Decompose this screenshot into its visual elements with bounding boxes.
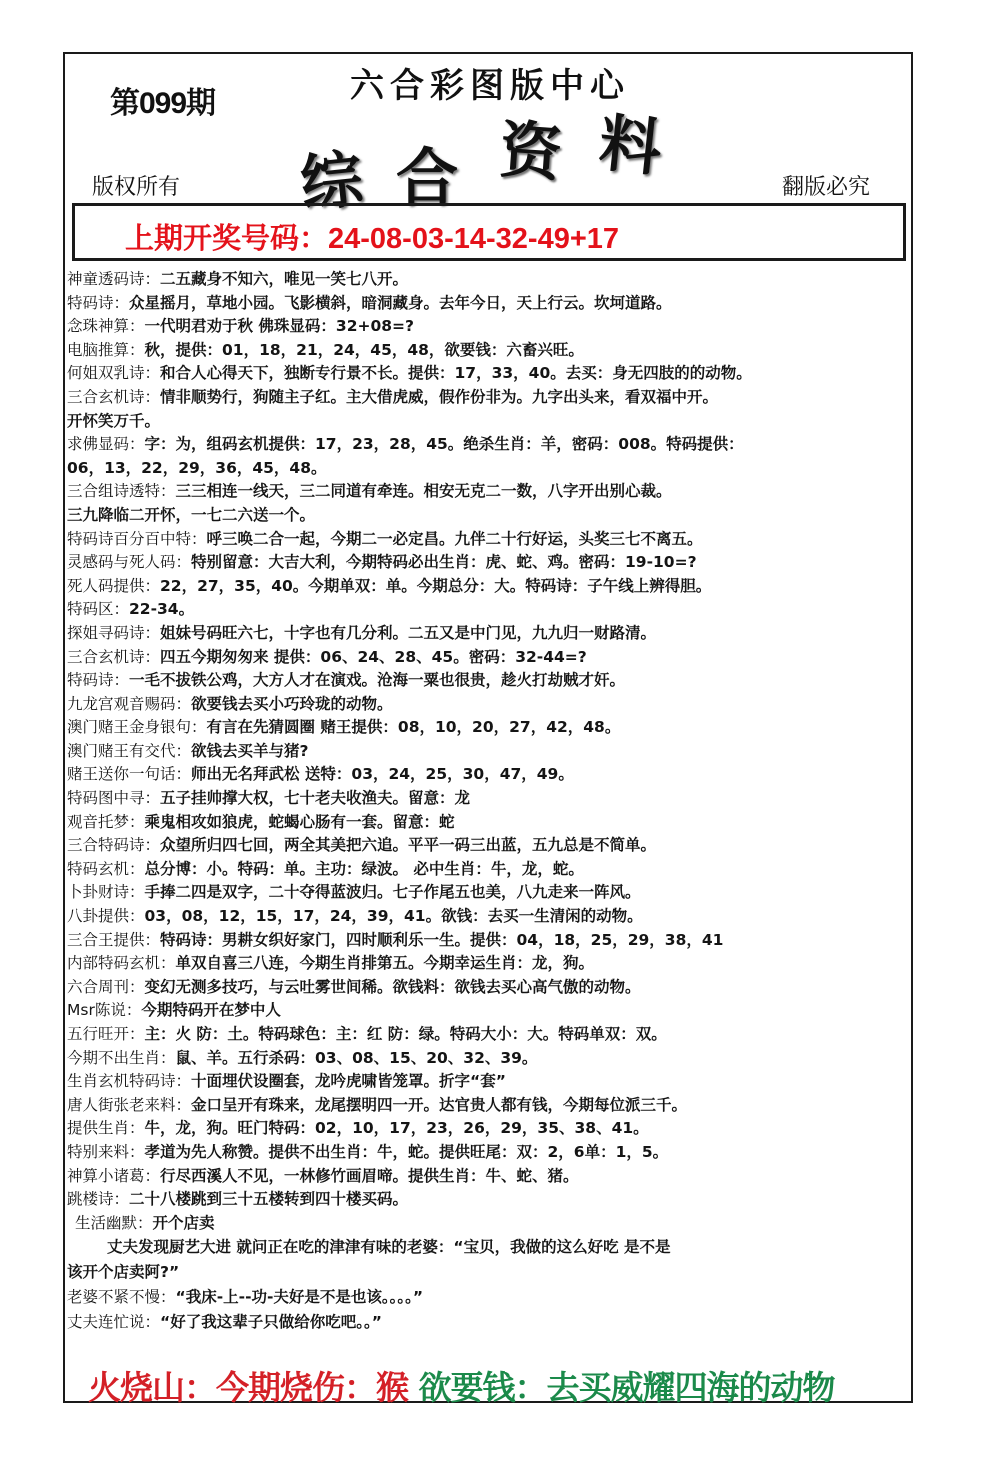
content-line [67,952,912,976]
content-line [67,339,912,363]
content-line [67,433,912,457]
content-line [67,740,912,764]
content-line [67,622,912,646]
content-line [67,480,912,504]
content-line [67,268,912,292]
content-line [67,716,912,740]
line-label: 卜卦财诗： [67,883,145,902]
content-line [67,362,912,386]
main-title-char: 资 [497,112,565,191]
line-label: 探姐寻码诗： [67,623,161,642]
joke-title-text: 开个店卖 [152,1213,215,1232]
line-label: 三合玄机诗： [67,647,161,666]
line-text: 二五藏身不知六，唯见一笑七八开。 [160,270,409,288]
line-label: 死人码提供： [67,576,161,595]
line-label: 何姐双乳诗： [67,364,161,383]
line-label: Msr陈说： [67,1001,142,1020]
line-label: 澳门赌王有交代： [67,741,192,760]
line-label: 神算小诸葛： [67,1166,161,1185]
footer-banner [88,1362,835,1409]
content-line [67,1070,912,1094]
content-line [67,575,912,599]
content-line [67,1165,912,1189]
main-title-char: 综 [296,141,367,222]
line-label: 三合特码诗： [67,836,161,855]
line-text: 情非顺势行，狗随主子红。主大借虎威，假作份非为。九字出头来，看双福中开。 [160,387,719,406]
content-line [67,598,912,622]
line-text: 特码诗：男耕女织好家门，四时顺利乐一生。提供：04，18，25，29，38，41 [160,930,724,949]
line-text: 22，27，35，40。今期单双：单。今期总分：大。特码诗：子午线上辨得胆。 [160,576,712,595]
content-line [67,787,912,811]
content-line [67,504,912,528]
line-label: 电脑推算： [67,340,145,359]
line-text: 师出无名拜武松 送特：03，24，25，30，47，49。 [191,765,574,784]
line-text: 孝道为先人称赞。提供不出生肖：牛，蛇。提供旺尾：双：2，6单：1，5。 [144,1142,669,1161]
line-label: 跳楼诗： [67,1190,130,1209]
content-line [67,1094,912,1118]
content-line [67,410,912,434]
line-text: 06，13，22，29，36，45，48。 [67,458,327,477]
issue-number: 第099期 [110,87,216,120]
line-label: 澳门赌王金身银句： [67,718,207,737]
line-label: 神童透码诗： [67,270,161,288]
content-line [67,315,912,339]
line-text: 欲钱去买羊与猪? [191,741,309,760]
line-text: 二十八楼跳到三十五楼转到四十楼买码。 [129,1190,409,1209]
line-text: 众星摇月，草地小园。飞影横斜，暗洞藏身。去年今日，天上行云。坎坷道路。 [129,293,672,312]
line-text: 五子挂帅撑大权，七十老夫收渔夫。留意：龙 [160,789,471,808]
joke-line [67,1310,912,1335]
content-line [67,1117,912,1141]
content-line [67,693,912,717]
last-result [125,216,619,257]
line-text: 一毛不拔铁公鸡，大方人才在演戏。沧海一粟也很贵，趁火打劫贼才奸。 [129,671,626,690]
line-text: 和合人心得天下，独断专行景不长。提供：17，33，40。去买：身无四肢的的动物。 [160,364,752,383]
content-line [67,292,912,316]
content-line [67,929,912,953]
line-text: 总分博：小。特码：单。主功：绿波。 必中生肖：牛，龙，蛇。 [144,859,584,878]
line-text: 一代明君劝于秋 佛珠显码：32+08=? [144,317,415,336]
main-title [296,105,720,222]
line-text: 姐妹号码旺六七，十字也有几分利。二五又是中门见，九九归一财路清。 [160,623,657,642]
content-line [67,811,912,835]
joke-paragraph [67,1260,912,1285]
joke-line [67,1285,912,1310]
line-text: 三九降临二开怀，一七二六送一个。 [67,505,316,524]
content-line [67,976,912,1000]
main-title-char: 合 [396,141,459,214]
content-line [67,905,912,929]
content-line [67,1047,912,1071]
line-label: 提供生肖： [67,1119,145,1138]
line-label: 三合组诗透特： [67,482,176,501]
content-line [67,1023,912,1047]
line-label: 八卦提供： [67,907,145,926]
line-text: 四五今期匆匆来 提供：06、24、28、45。密码：32-44=? [160,647,587,666]
content-line [67,457,912,481]
line-text: 欲要钱去买小巧玲珑的动物。 [191,694,393,713]
copyright-left: 版权所有 [92,175,181,200]
content-line [67,881,912,905]
line-text: 乘鬼相攻如狼虎，蛇蝎心肠有一套。留意：蛇 [144,812,455,831]
line-text: 开怀笑万千。 [67,411,161,430]
line-text: 众望所归四七回，两全其美把六追。平平一码三出蓝，五九总是不简单。 [160,836,657,855]
line-label: 特码诗百分百中特： [67,529,207,548]
line-label: 特码诗： [67,671,130,690]
line-label: 内部特码玄机： [67,954,176,973]
line-text: 主：火 防：土。特码球色：主：红 防：绿。特码大小：大。特码单双：双。 [144,1025,667,1043]
line-label: 念珠神算： [67,317,145,336]
line-text: 秋，提供：01，18，21，24，45，48，欲要钱：六畜兴旺。 [144,340,584,359]
line-label: 求佛显码： [67,435,145,454]
line-label: 九龙宫观音赐码： [67,694,192,713]
line-label: 特码区： [67,600,130,619]
content-lines [67,268,912,1335]
line-text: 03，08，12，15，17，24，39，41。欲钱：去买一生清闲的动物。 [144,907,643,926]
line-label: 生肖玄机特码诗： [67,1072,192,1091]
line-label: 赌王送你一句话： [67,765,192,784]
content-line [67,669,912,693]
last-result-box [72,203,906,261]
line-text: 十面埋伏设圈套，龙吟虎啸皆笼罩。折字“套” [191,1072,506,1091]
line-text: 今期特码开在梦中人 [141,1001,281,1020]
line-text: 三三相连一线天，三二同道有牵连。相安无克二一数，八字开出别心裁。 [175,482,672,501]
line-text: 鼠、羊。五行杀码：03、08、15、20、32、39。 [175,1048,538,1067]
footer-red-text: 火烧山：今期烧伤：猴 [88,1368,408,1407]
content-line [67,858,912,882]
content-line [67,1188,912,1212]
line-label: 灵感码与死人码： [67,553,192,572]
content-line [67,1141,912,1165]
line-text: 22-34。 [129,600,195,619]
line-label: 五行旺开： [67,1025,145,1043]
content-line [67,763,912,787]
joke-title-text: 生活幽默： [75,1213,153,1232]
line-text: 牛，龙，狗。旺门特码：02，10，17，23，26，29，35、38、41。 [144,1119,649,1138]
content-line [67,528,912,552]
line-label: 三合王提供： [67,930,161,949]
joke-line-text: “好了我这辈子只做给你吃吧。。” [160,1313,382,1332]
line-label: 今期不出生肖： [67,1048,176,1067]
publisher-title: 六合彩图版中心 [350,66,630,106]
line-text: 金口呈开有珠来，龙尾摆明四一开。达官贵人都有钱，今期每位派三千。 [191,1095,688,1114]
content-line [67,999,912,1023]
last-result-label: 上期开奖号码： [125,223,329,255]
joke-paragraph-text: 该开个店卖阿?” [67,1263,180,1282]
line-label: 特码玄机： [67,859,145,878]
copyright-right: 翻版必究 [782,175,871,200]
line-label: 观音托梦： [67,812,145,831]
joke-paragraph [67,1235,912,1260]
joke-line-text: “我床-上--功-夫好是不是也该。。。。” [175,1288,424,1307]
line-label: 三合玄机诗： [67,387,161,406]
line-text: 有言在先猜圆圈 赌王提供：08，10，20，27，42，48。 [206,718,621,737]
line-label: 特码图中寻： [67,789,161,808]
line-text: 呼三唤二合一起，今期二一必定昌。九伴二十行好运，头奖三七不离五。 [206,529,703,548]
line-label: 六合周刊： [67,977,145,996]
joke-title [67,1212,912,1236]
main-title-char: 料 [595,105,666,186]
line-label: 特码诗： [67,293,130,312]
footer-green-text: 欲要钱：去买威耀四海的动物 [408,1368,835,1407]
line-text: 手捧二四是双字，二十夺得蓝波归。七子作尾五也美，八九走来一阵风。 [144,883,641,902]
content-line [67,834,912,858]
line-text: 变幻无测多技巧，与云吐雾世间稀。欲钱料：欲钱去买心高气傲的动物。 [144,977,641,996]
joke-line-text: 丈夫连忙说： [67,1313,161,1332]
line-text: 字：为，组码玄机提供：17，23，28，45。绝杀生肖：羊，密码：008。特码提供： [144,435,744,454]
joke-paragraph-text: 丈夫发现厨艺大进 就问正在吃的津津有味的老婆：“宝贝，我做的这么好吃 是不是 [107,1238,671,1257]
content-line [67,646,912,670]
line-text: 行尽西溪人不见，一林修竹画眉啼。提供生肖：牛、蛇、猪。 [160,1166,579,1185]
last-result-numbers: 24-08-03-14-32-49+17 [328,223,620,255]
content-line [67,551,912,575]
content-line [67,386,912,410]
line-label: 特别来料： [67,1142,145,1161]
joke-line-text: 老婆不紧不慢： [67,1288,176,1307]
line-text: 特别留意：大吉大利，今期特码必出生肖：虎、蛇、鸡。密码：19-10=? [191,553,697,572]
line-text: 单双自喜三八连，今期生肖排第五。今期幸运生肖：龙，狗。 [175,954,595,973]
line-label: 唐人街张老来料： [67,1095,192,1114]
